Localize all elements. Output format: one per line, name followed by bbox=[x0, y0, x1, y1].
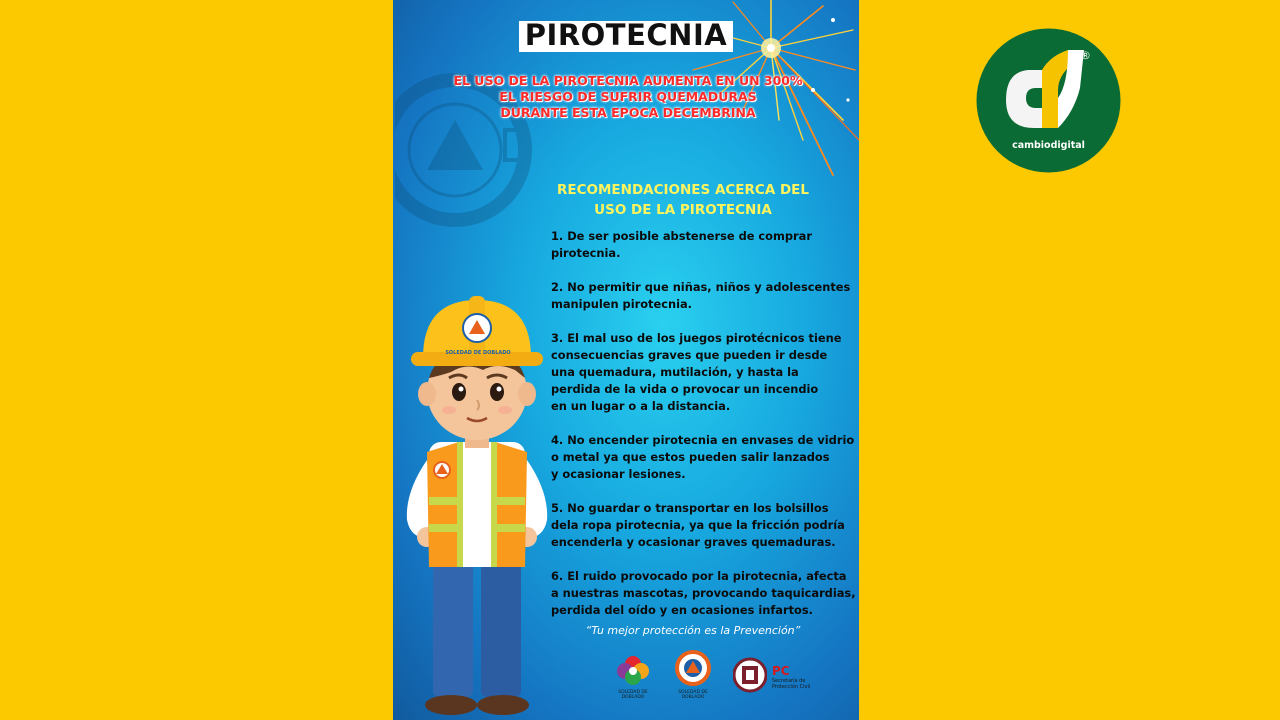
recommendation-item bbox=[551, 279, 851, 313]
civil-protection-seal bbox=[668, 650, 718, 700]
recommendation-line: perdida del oído y en ocasiones infartos. bbox=[551, 603, 813, 617]
municipality-logo bbox=[608, 654, 658, 700]
recommendation-line: en un lugar o a la distancia. bbox=[551, 399, 731, 413]
warning-text bbox=[433, 73, 823, 121]
recommendation-line: dela ropa pirotecnia, ya que la fricción podría bbox=[551, 518, 845, 532]
recommendation-line: 1. De ser posible abstenerse de comprar bbox=[551, 229, 812, 243]
recommendations-title-line: RECOMENDACIONES ACERCA DEL bbox=[556, 182, 810, 198]
cambiodigital-logo bbox=[976, 28, 1121, 173]
recommendation-line: perdida de la vida o provocar un incendio bbox=[551, 382, 819, 396]
warning-line: DURANTE ESTA EPOCA DECEMBRINA bbox=[500, 105, 756, 120]
poster-title: PIROTECNIA bbox=[393, 18, 859, 52]
brand-logo-icon bbox=[976, 28, 1121, 173]
recommendation-line: consecuencias graves que pueden ir desde bbox=[551, 348, 828, 362]
warning-line: EL RIESGO DE SUFRIR QUEMADURAS bbox=[499, 89, 757, 104]
recommendation-item bbox=[551, 568, 856, 619]
recommendation-line: una quemadura, mutilación, y hasta la bbox=[551, 365, 799, 379]
recommendation-line: pirotecnia. bbox=[551, 246, 621, 260]
recommendation-line: 3. El mal uso de los juegos pirotécnicos tiene bbox=[551, 331, 842, 345]
helmet-label: SOLEDAD DE DOBLADO bbox=[445, 350, 511, 356]
footer-logos bbox=[608, 650, 848, 705]
motto: “Tu mejor protección es la Prevención” bbox=[585, 624, 801, 637]
seal-caption: SOLEDAD DE DOBLADO bbox=[678, 690, 708, 700]
flower-logo-icon bbox=[608, 654, 658, 686]
crest-icon bbox=[733, 656, 767, 694]
municipality-caption: SOLEDAD DE DOBLADO bbox=[618, 690, 648, 700]
recommendation-item bbox=[551, 432, 855, 483]
recommendation-line: 6. El ruido provocado por la pirotecnia, afecta bbox=[551, 569, 847, 583]
recommendation-line: 4. No encender pirotecnia en envases de vidrio bbox=[551, 433, 855, 447]
recommendation-line: manipulen pirotecnia. bbox=[551, 297, 692, 311]
warning-line: EL USO DE LA PIROTECNIA AUMENTA EN UN 300% bbox=[453, 73, 803, 88]
pc-sub-line: Secretaría de bbox=[772, 678, 806, 684]
recommendations-list bbox=[551, 228, 856, 636]
pc-label: PC bbox=[772, 664, 790, 678]
recommendations-title bbox=[523, 180, 843, 220]
recommendation-line: 2. No permitir que niñas, niños y adolescentes bbox=[551, 280, 851, 294]
recommendation-line: y ocasionar lesiones. bbox=[551, 467, 686, 481]
recommendations-title-line: USO DE LA PIROTECNIA bbox=[594, 202, 772, 218]
recommendation-line: 5. No guardar o transportar en los bolsillos bbox=[551, 501, 829, 515]
recommendation-line: a nuestras mascotas, provocando taquicardias, bbox=[551, 586, 856, 600]
pc-logo bbox=[772, 664, 842, 690]
civil-protection-seal-icon bbox=[668, 650, 718, 686]
recommendation-item bbox=[551, 228, 851, 262]
poster bbox=[393, 0, 859, 720]
recommendation-item bbox=[551, 330, 851, 415]
pc-sub-line: Protección Civil bbox=[772, 684, 811, 690]
registered-mark: ® bbox=[1080, 49, 1091, 62]
recommendation-line: o metal ya que estos pueden salir lanzados bbox=[551, 450, 830, 464]
recommendation-item bbox=[551, 500, 851, 551]
worker-illustration-icon bbox=[397, 292, 557, 720]
brand-name: cambiodigital bbox=[1012, 140, 1085, 151]
recommendation-line: encenderla y ocasionar graves quemaduras. bbox=[551, 535, 836, 549]
crest-logo bbox=[733, 656, 767, 698]
